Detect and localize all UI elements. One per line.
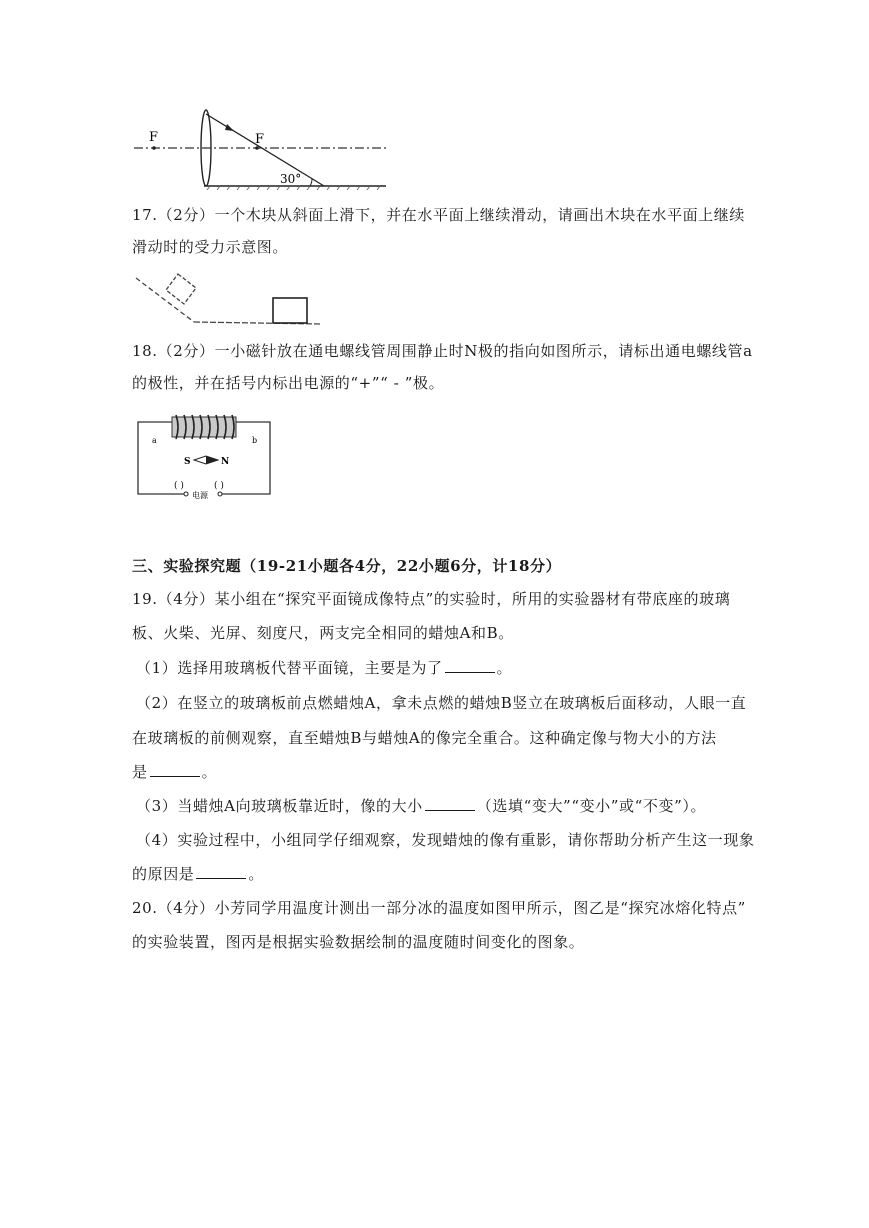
angle-label: 30°: [280, 172, 302, 186]
q19-part-3-end: （选填“变大”“变小”或“不变”）。: [476, 797, 707, 815]
q19-part-2-line-1: （2）在竖立的玻璃板前点燃蜡烛A，拿未点燃的蜡烛B竖立在玻璃板后面移动，人眼一直: [136, 694, 747, 712]
q19-part-4-end: 。: [248, 865, 265, 883]
q18-line-2: 的极性，并在括号内标出电源的“+”“ - ”极。: [132, 374, 445, 392]
q17-line-1: 17.（2分）一个木块从斜面上滑下，并在水平面上继续滑动，请画出木块在水平面上继续: [132, 206, 746, 224]
focus-label-right: F: [255, 132, 265, 147]
q20-line-1: 20.（4分）小芳同学用温度计测出一部分冰的温度如图甲所示，图乙是“探究冰熔化特点”: [132, 899, 746, 917]
q17-line-2: 滑动时的受力示意图。: [132, 238, 289, 256]
q18-line-1: 18.（2分）一小磁针放在通电螺线管周围静止时N极的指向如图所示，请标出通电螺线管a: [132, 342, 753, 360]
q19-part-3-text: （3）当蜡烛A向玻璃板靠近时，像的大小: [136, 797, 423, 815]
q19-part-2-text: 是: [132, 763, 148, 781]
q19-part-3-blank[interactable]: [425, 796, 475, 811]
q19-part-2-line-3: [132, 762, 772, 782]
q20-line-2: 的实验装置，图丙是根据实验数据绘制的温度随时间变化的图象。: [132, 933, 585, 951]
solenoid-end-b: b: [252, 436, 258, 445]
q19-part-2-end: 。: [201, 763, 218, 781]
lens-ray-diagram: [130, 108, 390, 190]
sliding-block-diagram: [132, 266, 332, 330]
needle-label-n: N: [221, 457, 230, 467]
block-on-incline: [166, 274, 196, 304]
q19-line-2: 板、火柴、光屏、刻度尺，两支完全相同的蜡烛A和B。: [132, 624, 514, 642]
q19-part-1-end: 。: [496, 659, 513, 677]
q19-line-1: 19.（4分）某小组在“探究平面镜成像特点”的实验时，所用的实验器材有带底座的玻璃: [132, 590, 731, 608]
ray-arrow: [225, 124, 234, 131]
terminal-right: [218, 492, 222, 496]
needle-label-s: S: [184, 457, 191, 467]
q19-part-1-blank[interactable]: [445, 658, 495, 673]
q19-part-3: [136, 796, 776, 816]
light-ray: [206, 114, 324, 186]
q19-part-4-line-2: [132, 864, 772, 884]
focus-label-left: F: [149, 130, 159, 145]
solenoid-circuit-diagram: [132, 410, 282, 500]
q19-part-2-line-2: 在玻璃板的前侧观察，直至蜡烛B与蜡烛A的像完全重合。这种确定像与物大小的方法: [132, 729, 717, 747]
incline-surface: [136, 278, 194, 322]
angle-arc: [310, 179, 312, 186]
terminal-left: [184, 492, 188, 496]
compass-needle-north: [206, 456, 218, 464]
q19-part-1: [136, 658, 776, 678]
focus-point-left: [152, 146, 156, 150]
solenoid-end-a: a: [152, 436, 157, 445]
power-source-label: 电源: [192, 491, 208, 500]
power-bracket-right[interactable]: ( ): [214, 481, 224, 491]
q19-part-4-line-1: （4）实验过程中，小组同学仔细观察，发现蜡烛的像有重影，请你帮助分析产生这一现象: [136, 831, 755, 849]
q19-part-1-text: （1）选择用玻璃板代替平面镜，主要是为了: [136, 659, 443, 677]
power-bracket-left[interactable]: ( ): [174, 481, 184, 491]
section-3-heading: 三、实验探究题（19-21小题各4分，22小题6分，计18分）: [132, 557, 562, 575]
q19-part-4-blank[interactable]: [196, 864, 246, 879]
q19-part-4-text: 的原因是: [132, 865, 195, 883]
q19-part-2-blank[interactable]: [150, 762, 200, 777]
block-on-plane: [273, 298, 307, 323]
